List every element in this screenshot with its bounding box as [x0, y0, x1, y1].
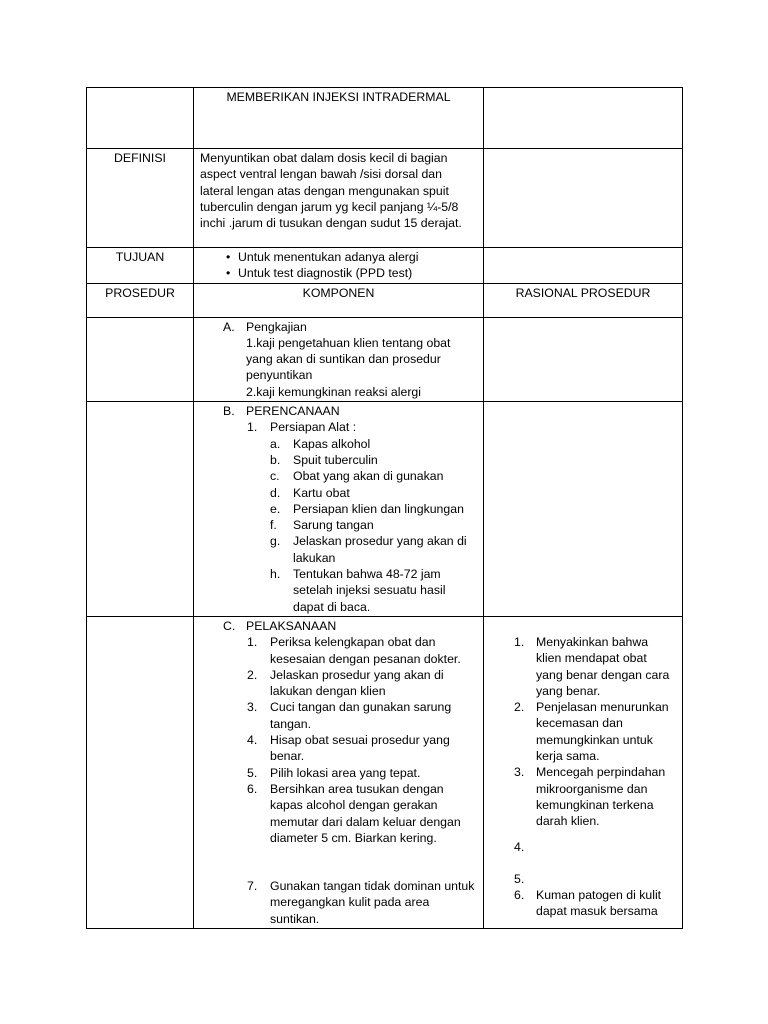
- list-marker: 5.: [247, 765, 258, 780]
- list-marker: 6.: [247, 781, 258, 796]
- list-marker: f.: [270, 518, 277, 533]
- pengkajian-cell: [194, 317, 484, 401]
- section-title: PELAKSANAAN: [246, 618, 337, 633]
- rasional-item: [490, 764, 676, 829]
- section-title: PERENCANAAN: [246, 404, 340, 419]
- perencanaan-row: [87, 402, 683, 617]
- pelaksanaan-step: [200, 667, 477, 700]
- list-marker: b.: [270, 452, 281, 467]
- page-title: MEMBERIKAN INJEKSI INTRADERMAL: [194, 88, 484, 149]
- column-header-rasional: RASIONAL PROSEDUR: [484, 283, 683, 317]
- section-marker: B.: [223, 404, 235, 419]
- rasional-cell: [484, 616, 683, 928]
- pengkajian-heading: [200, 319, 477, 335]
- list-marker: d.: [270, 485, 281, 500]
- tujuan-item: • Untuk menentukan adanya alergi: [200, 249, 477, 265]
- alat-item-text: Persiapan klien dan lingkungan: [293, 501, 464, 516]
- tujuan-right-cell: [484, 248, 683, 284]
- alat-item: [200, 485, 477, 501]
- alat-item-text: Kapas alkohol: [293, 436, 371, 451]
- perencanaan-cell: [194, 402, 484, 617]
- list-marker: 1.: [247, 635, 258, 650]
- rasional-item: [490, 634, 676, 699]
- tujuan-item: • Untuk test diagnostik (PPD test): [200, 265, 477, 281]
- procedure-table: [86, 87, 683, 929]
- rasional-item: [490, 839, 676, 855]
- step-text: Hisap obat sesuai prosedur yang benar.: [270, 733, 450, 764]
- list-marker: 1.: [247, 420, 258, 435]
- column-header-komponen: KOMPONEN: [194, 283, 484, 317]
- column-header-prosedur: PROSEDUR: [87, 283, 194, 317]
- rasional-text: Mencegah perpindahan mikroorganisme dan kemungkinan terkena darah klien.: [536, 765, 666, 829]
- list-marker: 3.: [514, 765, 525, 780]
- section-title: Pengkajian: [246, 319, 307, 334]
- pengkajian-right-cell: [484, 317, 683, 401]
- alat-item: [200, 452, 477, 468]
- perencanaan-heading: [200, 403, 477, 419]
- pelaksanaan-step: [200, 765, 477, 781]
- alat-item: [200, 533, 477, 566]
- list-marker: 2.: [247, 667, 258, 682]
- list-marker: a.: [270, 436, 281, 451]
- section-marker: A.: [223, 319, 235, 334]
- alat-item-text: Sarung tangan: [293, 518, 374, 533]
- title-row-right-cell: [484, 88, 683, 149]
- alat-item-text: Kartu obat: [293, 485, 350, 500]
- rasional-text: Menyakinkan bahwa klien mendapat obat yang benar dengan cara yang benar.: [536, 634, 670, 698]
- alat-item-text: Tentukan bahwa 48-72 jam setelah injeksi sesuatu hasil dapat di baca.: [293, 567, 446, 614]
- rasional-text: Kuman patogen di kulit dapat masuk bersama: [536, 888, 662, 919]
- pengkajian-line: 2.kaji kemungkinan reaksi alergi: [246, 384, 421, 399]
- pelaksanaan-step: [200, 699, 477, 732]
- list-marker: 6.: [514, 888, 525, 903]
- alat-item: [200, 566, 477, 615]
- step-text: Periksa kelengkapan obat dan kesesaian dengan pesanan dokter.: [270, 635, 461, 666]
- list-marker: 3.: [247, 700, 258, 715]
- alat-item: [200, 501, 477, 517]
- tujuan-list: [200, 249, 477, 282]
- section-marker: C.: [223, 618, 236, 633]
- list-marker: 7.: [247, 879, 258, 894]
- definisi-text: Menyuntikan obat dalam dosis kecil di bagian aspect ventral lengan bawah /sisi dorsal dan lateral lengan atas dengan mengunakan spuit tuberculin dengan jarum yg kecil panjang ¼-5/8 inchi .jarum di tusukan dengan sudut 15 derajat.: [194, 149, 484, 248]
- step-text: Bersihkan area tusukan dengan kapas alcohol dengan gerakan memutar dari dalam keluar dengan diameter 5 cm. Biarkan kering.: [270, 781, 461, 845]
- step-text: Gunakan tangan tidak dominan untuk meregangkan kulit pada area suntikan.: [270, 879, 475, 926]
- pengkajian-left-cell: [87, 317, 194, 401]
- definisi-right-cell: [484, 149, 683, 248]
- pelaksanaan-heading: [200, 618, 477, 634]
- rasional-item: [490, 887, 676, 920]
- list-marker: 4.: [247, 733, 258, 748]
- column-header-row: [87, 283, 683, 317]
- title-row-empty-cell: [87, 88, 194, 149]
- definisi-label: DEFINISI: [87, 149, 194, 248]
- rasional-item: [490, 871, 676, 887]
- pelaksanaan-step: [200, 781, 477, 846]
- list-marker: g.: [270, 534, 281, 549]
- pelaksanaan-step: [200, 732, 477, 765]
- list-marker: e.: [270, 501, 281, 516]
- step-text: Pilih lokasi area yang tepat.: [270, 765, 421, 780]
- list-marker: 4.: [514, 839, 525, 854]
- pelaksanaan-step: [200, 878, 477, 927]
- tujuan-label: TUJUAN: [87, 248, 194, 284]
- list-marker: c.: [270, 469, 280, 484]
- pengkajian-line: 1.kaji pengetahuan klien tentang obat yang akan di suntikan dan prosedur penyuntikan: [246, 335, 451, 383]
- definisi-row: [87, 149, 683, 248]
- step-text: Cuci tangan dan gunakan sarung tangan.: [270, 700, 452, 731]
- persiapan-alat-heading: [200, 419, 477, 435]
- pelaksanaan-cell: [194, 616, 484, 928]
- rasional-text: Penjelasan menurunkan kecemasan dan memungkinkan untuk kerja sama.: [536, 700, 669, 764]
- list-marker: 2.: [514, 700, 525, 715]
- perencanaan-left-cell: [87, 402, 194, 617]
- rasional-text: [536, 840, 539, 854]
- pelaksanaan-step: [200, 634, 477, 667]
- alat-item-text: Jelaskan prosedur yang akan di lakukan: [293, 534, 467, 565]
- list-marker: 5.: [514, 871, 525, 886]
- title-row: [87, 88, 683, 149]
- alat-item-text: Spuit tuberculin: [293, 452, 378, 467]
- pelaksanaan-left-cell: [87, 616, 194, 928]
- pengkajian-row: [87, 317, 683, 401]
- list-marker: h.: [270, 567, 281, 582]
- tujuan-row: [87, 248, 683, 284]
- perencanaan-right-cell: [484, 402, 683, 617]
- rasional-item: [490, 699, 676, 764]
- alat-item: [200, 468, 477, 484]
- list-marker: 1.: [514, 634, 525, 649]
- pelaksanaan-row: [87, 616, 683, 928]
- subsection-title: Persiapan Alat :: [270, 420, 357, 435]
- alat-item: [200, 517, 477, 533]
- alat-item-text: Obat yang akan di gunakan: [293, 469, 444, 484]
- rasional-text: [536, 872, 539, 886]
- step-text: Jelaskan prosedur yang akan di lakukan dengan klien: [270, 667, 444, 699]
- tujuan-cell: [194, 248, 484, 284]
- alat-item: [200, 436, 477, 452]
